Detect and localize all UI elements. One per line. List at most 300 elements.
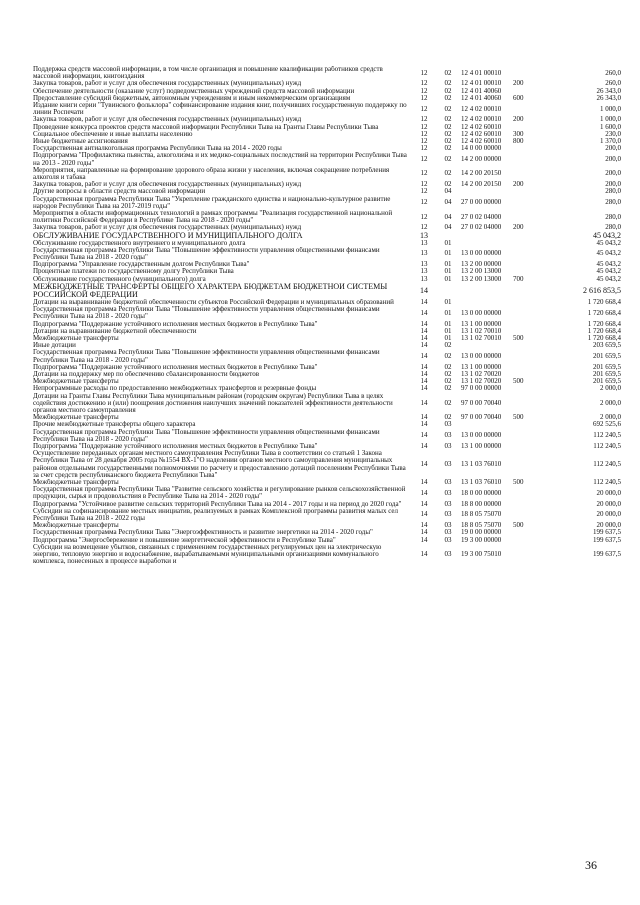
- amount: 280,0: [605, 188, 621, 196]
- table-row: [33, 181, 621, 188]
- amount: 20 000,0: [596, 500, 621, 508]
- target-article-code: 27 0 02 04000: [461, 212, 502, 221]
- table-row: [33, 268, 621, 275]
- expense-type-code: [513, 268, 547, 275]
- row-name: Межбюджетные трансферты: [33, 334, 119, 342]
- expense-type-code: [513, 544, 547, 566]
- expense-type-code: [513, 529, 547, 536]
- table-row: [33, 421, 621, 428]
- section-code: 12: [420, 181, 428, 189]
- amount: 45 043,2: [596, 239, 621, 247]
- table-row: [33, 371, 621, 378]
- target-article-code: 19 3 00 75010: [461, 550, 502, 558]
- row-name: Мероприятия в области информационных технологий в рамках программы "Реализация государственной национальной политики Российской Федерации в Республике Тыва на 2018 - 2020 годы": [33, 210, 393, 225]
- row-name: Мероприятия, направленные на формирование здорового образа жизни у населения, включая сокращение потребления алкоголя и табака: [33, 166, 390, 182]
- amount: 2 000,0: [600, 398, 621, 407]
- subsection-code: 02: [444, 363, 452, 371]
- row-name: Иные дотации: [33, 342, 76, 350]
- row-name: Подпрограмма "Энергосбережение и повышение энергетической эффективности в Республике Тыва": [33, 536, 336, 544]
- table-row: [33, 261, 621, 268]
- table-row: [33, 232, 621, 240]
- row-name: Предоставление субсидий бюджетным, автономным учреждениям и иным некоммерческим организациям: [33, 94, 351, 102]
- subsection-code: [435, 283, 461, 299]
- target-article-code: 18 8 00 00000: [461, 500, 502, 508]
- subsection-code: 02: [444, 130, 452, 138]
- subsection-code: 02: [444, 68, 452, 77]
- table-row: [33, 544, 621, 566]
- table-row: [33, 429, 621, 443]
- table-row: [33, 167, 621, 181]
- section-code: 14: [420, 298, 428, 306]
- target-article-code: 13 0 00 00000: [461, 249, 502, 258]
- section-code: 12: [420, 116, 428, 124]
- expense-type-code: 500: [513, 334, 524, 342]
- subsection-code: 02: [444, 370, 452, 378]
- row-name: Проведение конкурса проектов средств массовой информации Республики Тыва на Гранты Главы Республики Тыва: [33, 123, 379, 131]
- expense-type-code: 800: [513, 138, 524, 146]
- table-row: [33, 364, 621, 371]
- target-article-code: 14 2 00 20150: [461, 181, 502, 189]
- expense-type-code: [513, 393, 547, 415]
- section-code: 12: [420, 188, 428, 196]
- subsection-code: 03: [444, 529, 452, 537]
- target-article-code: 19 3 00 00000: [461, 536, 502, 544]
- target-article-code: 19 0 00 00000: [461, 529, 502, 537]
- subsection-code: 01: [444, 268, 452, 276]
- subsection-code: 03: [444, 522, 452, 530]
- target-article-code: 12 4 02 60010: [461, 130, 502, 138]
- expense-type-code: [513, 450, 547, 479]
- row-name: Подпрограмма "Профилактика пьянства, алкоголизма и их медико-социальных последствий на территории Республики Тыва на 2013 - 2020 годы": [33, 152, 407, 167]
- row-name: Закупка товаров, работ и услуг для обеспечения государственных (муниципальных) нужд: [33, 181, 302, 189]
- amount: 45 043,2: [596, 275, 621, 283]
- row-name: Государственная программа Республики Тыва "Энергоэффективность и развитие энергетики на 2014 - 2020 годы": [33, 529, 373, 537]
- expense-type-code: [513, 349, 547, 363]
- table-row: [33, 321, 621, 328]
- amount: 1 720 668,4: [587, 320, 621, 328]
- amount: 1 720 668,4: [587, 334, 621, 342]
- amount: 112 240,5: [593, 459, 621, 468]
- subsection-code: 02: [444, 385, 452, 393]
- subsection-code: 02: [444, 181, 452, 189]
- section-code: 14: [420, 442, 428, 450]
- table-row: [33, 210, 621, 224]
- section-code: 12: [420, 68, 428, 77]
- row-name: Подпрограмма "Поддержание устойчивого исполнения местных бюджетов в Республике Тыва": [33, 320, 318, 328]
- section-code: 12: [420, 94, 428, 102]
- section-code: 14: [420, 536, 428, 544]
- expense-type-code: 700: [513, 275, 524, 283]
- subsection-code: 03: [444, 550, 452, 558]
- row-name: Межбюджетные трансферты: [33, 478, 119, 486]
- section-code: 14: [420, 334, 428, 342]
- table-row: [33, 378, 621, 385]
- target-article-code: [461, 232, 513, 240]
- table-row: [33, 450, 621, 479]
- target-article-code: 97 0 00 00000: [461, 385, 502, 393]
- expense-type-code: [513, 124, 547, 131]
- amount: 201 659,5: [593, 370, 621, 378]
- target-article-code: 13 2 00 00000: [461, 261, 502, 269]
- expense-type-code: 200: [513, 224, 524, 232]
- amount: 260,0: [605, 68, 621, 77]
- section-code: 12: [420, 212, 428, 221]
- amount: 692 525,6: [593, 421, 621, 429]
- section-code: 14: [420, 510, 428, 519]
- amount: 26 343,0: [596, 94, 621, 102]
- section-code: 12: [420, 123, 428, 131]
- table-row: [33, 116, 621, 123]
- expense-type-code: [513, 501, 547, 508]
- section-code: 12: [420, 224, 428, 232]
- section-code: 12: [420, 145, 428, 153]
- expense-type-code: 500: [513, 414, 524, 422]
- section-code: 14: [420, 385, 428, 393]
- subsection-code: 01: [444, 308, 452, 317]
- expense-type-code: 300: [513, 130, 524, 138]
- table-row: [33, 188, 621, 195]
- section-code: 14: [420, 500, 428, 508]
- amount: 199 637,5: [593, 536, 621, 544]
- row-name: Дотации на выравнивание бюджетной обеспеченности субъектов Российской Федерации и муниципальных образований: [33, 298, 394, 306]
- amount: 112 240,5: [593, 442, 621, 450]
- expense-type-code: 500: [513, 522, 524, 530]
- amount: 20 000,0: [596, 488, 621, 497]
- row-name: Другие вопросы в области средств массовой информации: [33, 188, 206, 196]
- target-article-code: 18 0 00 00000: [461, 488, 502, 497]
- target-article-code: 13 2 00 13000: [461, 268, 502, 276]
- expense-type-code: [513, 364, 547, 371]
- subsection-code: 01: [444, 327, 452, 335]
- section-code: 13: [420, 231, 428, 240]
- table-row: [33, 224, 621, 231]
- target-article-code: 12 4 02 60010: [461, 138, 502, 146]
- target-article-code: [461, 240, 513, 247]
- row-name: Государственная антиалкогольная программа Республики Тыва на 2014 - 2020 годы: [33, 145, 282, 153]
- subsection-code: 02: [444, 116, 452, 124]
- amount: 200,0: [605, 169, 621, 178]
- expense-type-code: [513, 508, 547, 522]
- amount: 201 659,5: [593, 351, 621, 360]
- expense-type-code: [513, 429, 547, 443]
- amount: 280,0: [605, 224, 621, 232]
- amount: 1 000,0: [600, 116, 621, 124]
- target-article-code: 14 2 00 20150: [461, 169, 502, 178]
- table-row: [33, 501, 621, 508]
- expense-type-code: 500: [513, 478, 524, 486]
- target-article-code: 13 1 02 70020: [461, 378, 502, 386]
- amount: 1 720 668,4: [587, 327, 621, 335]
- subsection-code: 04: [444, 224, 452, 232]
- subsection-code: 02: [444, 351, 452, 360]
- amount: 2 000,0: [600, 414, 621, 422]
- row-name: Государственная программа Республики Тыва "Повышение эффективности управления общественными финансами Республики Тыва на 2018 - 2020 годы": [33, 428, 380, 443]
- expense-type-code: [513, 102, 547, 116]
- section-code: 13: [420, 268, 428, 276]
- row-name: Государственная программа Республики Тыва "Повышение эффективности управления общественными финансами Республики Тыва на 2018 - 2020 годы": [33, 306, 380, 321]
- target-article-code: 12 4 01 00010: [461, 68, 502, 77]
- amount: 280,0: [605, 212, 621, 221]
- section-code: 14: [420, 351, 428, 360]
- target-article-code: [461, 188, 513, 195]
- table-row: [33, 88, 621, 95]
- section-code: 14: [420, 478, 428, 486]
- section-code: 14: [420, 342, 428, 350]
- target-article-code: 13 0 00 00000: [461, 308, 502, 317]
- expense-type-code: 500: [513, 378, 524, 386]
- section-code: 14: [420, 320, 428, 328]
- subsection-code: 03: [444, 536, 452, 544]
- section-code: 14: [420, 421, 428, 429]
- row-name: Субсидии на возмещение убытков, связанных с применением государственных регулируемых цен на электрическую энергию, тепловую энергию и водоснабжение, вырабатываемыми муниципальными организациями коммунального комплекса, понесенных в процессе выработки и: [33, 543, 382, 566]
- section-code: 12: [420, 87, 428, 95]
- table-row: [33, 152, 621, 166]
- amount: 45 043,2: [596, 249, 621, 258]
- amount: 201 659,5: [593, 363, 621, 371]
- row-name: Межбюджетные трансферты: [33, 522, 119, 530]
- table-row: [33, 131, 621, 138]
- amount: 20 000,0: [596, 522, 621, 530]
- amount: 45 043,2: [593, 231, 621, 240]
- budget-table: [33, 66, 621, 565]
- expense-type-code: [513, 66, 547, 80]
- subsection-code: 02: [444, 378, 452, 386]
- row-name: Субсидии на софинансирование местных инициатив, реализуемых в рамках Комплексной программы развития малых сел Республики Тыва на 2018 - 2022 годы: [33, 507, 398, 522]
- target-article-code: 13 1 03 76010: [461, 459, 502, 468]
- subsection-code: 03: [444, 421, 452, 429]
- amount: 230,0: [605, 130, 621, 138]
- section-code: 14: [420, 522, 428, 530]
- target-article-code: [461, 421, 513, 428]
- expense-type-code: [513, 342, 547, 349]
- row-name: МЕЖБЮДЖЕТНЫЕ ТРАНСФЕРТЫ ОБЩЕГО ХАРАКТЕРА БЮДЖЕТАМ БЮДЖЕТНОЙ СИСТЕМЫ РОССИЙСКОЙ ФЕДЕРАЦИИ: [33, 282, 388, 299]
- amount: 2 616 853,5: [583, 285, 621, 295]
- table-row: [33, 66, 621, 80]
- subsection-code: 01: [444, 239, 452, 247]
- section-code: 13: [420, 275, 428, 283]
- table-row: [33, 537, 621, 544]
- row-name: Издание книги серии "Тувинского фольклора" софинансирование издания книг, получивших государственную поддержку по линии Роспечати: [33, 102, 407, 117]
- row-name: Дотации на Гранты Главы Республики Тыва муниципальным районам (городским округам) Республики Тыва в целях содействия достижению и (или) поощрения достижения наилучших значений показателей эффективности деятельности органов местного самоуправления: [33, 392, 393, 414]
- target-article-code: 13 0 00 00000: [461, 351, 502, 360]
- section-code: 12: [420, 130, 428, 138]
- subsection-code: 04: [444, 188, 452, 196]
- expense-type-code: [513, 196, 547, 210]
- row-name: Государственная программа Республики Тыва "Развитие сельского хозяйства и регулирование рынков сельскохозяйственной продукции, сырья и продовольствия в Республике Тыва на 2014 - 2020 годы": [33, 486, 406, 501]
- subsection-code: 02: [444, 80, 452, 88]
- subsection-code: 04: [444, 212, 452, 221]
- table-row: [33, 335, 621, 342]
- table-row: [33, 385, 621, 392]
- subsection-code: 03: [444, 459, 452, 468]
- target-article-code: 13 1 03 76010: [461, 478, 502, 486]
- amount: 260,0: [605, 80, 621, 88]
- table-row: [33, 349, 621, 363]
- expense-type-code: [513, 188, 547, 195]
- target-article-code: 18 8 05 75070: [461, 522, 502, 530]
- expense-type-code: [513, 321, 547, 328]
- expense-type-code: [513, 283, 547, 299]
- expense-type-code: [513, 306, 547, 320]
- target-article-code: 13 1 00 00000: [461, 442, 502, 450]
- table-row: [33, 443, 621, 450]
- target-article-code: 14 2 00 00000: [461, 155, 502, 164]
- row-name: Подпрограмма "Поддержание устойчивого исполнения местных бюджетов в Республике Тыва": [33, 442, 318, 450]
- section-code: 12: [420, 198, 428, 207]
- table-row: [33, 80, 621, 87]
- expense-type-code: [513, 247, 547, 261]
- table-row: [33, 479, 621, 486]
- amount: 1 370,0: [600, 138, 621, 146]
- table-row: [33, 145, 621, 152]
- subsection-code: 04: [444, 198, 452, 207]
- row-name: Государственная программа Республики Тыва "Укрепление гражданского единства и национально-культурное развитие народов Республики Тыва на 2017-2019 годы": [33, 195, 391, 210]
- row-name: Дотации на поддержку мер по обеспечению сбалансированности бюджетов: [33, 370, 259, 378]
- row-name: Обеспечение деятельности (оказание услуг) подведомственных учреждений средств массовой информации: [33, 87, 355, 95]
- target-article-code: 27 0 00 00000: [461, 198, 502, 207]
- row-name: Осуществление переданных органам местного самоуправления Республики Тыва в соответствии со статьей 1 Закона Республики Тыва от 28 декабря 2005 года №1554 ВХ-1"О наделении органов местного самоуправления муниципальных районов отдельными государственными полномочиями по расчету и предоставлению дотаций поселениям Республики Тыва за счет средств республиканского бюджета Республики Тыва": [33, 450, 406, 479]
- table-row: [33, 95, 621, 102]
- row-name: Закупка товаров, работ и услуг для обеспечения государственных (муниципальных) нужд: [33, 224, 302, 232]
- subsection-code: 03: [444, 431, 452, 440]
- section-code: 14: [420, 459, 428, 468]
- target-article-code: 13 2 00 13000: [461, 275, 502, 283]
- section-code: 14: [420, 378, 428, 386]
- expense-type-code: [513, 443, 547, 450]
- expense-type-code: [513, 167, 547, 181]
- page-number: 36: [585, 858, 597, 872]
- table-row: [33, 508, 621, 522]
- target-article-code: 97 0 00 70040: [461, 398, 502, 407]
- table-row: [33, 529, 621, 536]
- row-name: Социальное обеспечение и иные выплаты населению: [33, 130, 193, 138]
- subsection-code: 03: [444, 488, 452, 497]
- row-name: Государственная программа Республики Тыва "Повышение эффективности управления общественными финансами Республики Тыва на 2018 - 2020 годы": [33, 349, 380, 364]
- subsection-code: 02: [444, 104, 452, 113]
- section-code: 14: [420, 363, 428, 371]
- subsection-code: 02: [444, 138, 452, 146]
- subsection-code: [435, 232, 461, 240]
- target-article-code: 12 4 01 40060: [461, 87, 502, 95]
- expense-type-code: [513, 371, 547, 378]
- section-code: 12: [420, 155, 428, 164]
- amount: 280,0: [605, 198, 621, 207]
- section-code: 14: [420, 308, 428, 317]
- row-name: Иные бюджетные ассигнования: [33, 138, 128, 146]
- row-name: Государственная программа Республики Тыва "Повышение эффективности управления общественными финансами Республики Тыва на 2018 - 2020 годы": [33, 246, 380, 262]
- amount: 45 043,2: [596, 261, 621, 269]
- section-code: 14: [420, 488, 428, 497]
- table-row: [33, 486, 621, 500]
- target-article-code: 27 0 02 04000: [461, 224, 502, 232]
- target-article-code: [461, 283, 513, 299]
- section-code: 14: [420, 285, 428, 295]
- section-code: 13: [420, 239, 428, 247]
- section-code: 12: [420, 138, 428, 146]
- target-article-code: 13 1 00 00000: [461, 363, 502, 371]
- section-code: 14: [420, 414, 428, 422]
- target-article-code: 13 1 02 70010: [461, 334, 502, 342]
- subsection-code: 02: [444, 94, 452, 102]
- table-row: [33, 247, 621, 261]
- subsection-code: 02: [444, 414, 452, 422]
- expense-type-code: [513, 261, 547, 268]
- subsection-code: 01: [444, 334, 452, 342]
- expense-type-code: 200: [513, 116, 524, 124]
- row-name: Подпрограмма "Поддержание устойчивого исполнения местных бюджетов в Республике Тыва": [33, 363, 318, 371]
- amount: 199 637,5: [593, 550, 621, 558]
- subsection-code: 01: [444, 320, 452, 328]
- expense-type-code: [513, 88, 547, 95]
- row-name: Подпрограмма "Управление государственным долгом Республики Тыва": [33, 261, 250, 269]
- row-name: Закупка товаров, работ и услуг для обеспечения государственных (муниципальных) нужд: [33, 80, 302, 88]
- amount: 112 240,5: [593, 431, 621, 440]
- subsection-code: 03: [444, 500, 452, 508]
- amount: 45 043,2: [596, 268, 621, 276]
- row-name: Процентные платежи по государственному долгу Республики Тыва: [33, 268, 234, 276]
- target-article-code: 18 8 05 75070: [461, 510, 502, 519]
- row-name: Непрограммные расходы по предоставлению межбюджетных трансфертов и резервные фонды: [33, 385, 317, 393]
- row-name: Межбюджетные трансферты: [33, 378, 119, 386]
- amount: 1 720 668,4: [587, 298, 621, 306]
- target-article-code: [461, 342, 513, 349]
- row-name: Обслуживание государственного (муниципального) долга: [33, 275, 206, 283]
- amount: 203 659,5: [593, 342, 621, 350]
- amount: 1 000,0: [600, 104, 621, 113]
- amount: 200,0: [605, 181, 621, 189]
- expense-type-code: [513, 486, 547, 500]
- expense-type-code: [513, 421, 547, 428]
- subsection-code: 01: [444, 249, 452, 258]
- table-row: [33, 414, 621, 421]
- amount: 201 659,5: [593, 378, 621, 386]
- amount: 2 000,0: [600, 385, 621, 393]
- target-article-code: 12 4 01 40060: [461, 94, 502, 102]
- section-code: 14: [420, 327, 428, 335]
- target-article-code: 13 0 00 00000: [461, 431, 502, 440]
- table-row: [33, 196, 621, 210]
- amount: 26 343,0: [596, 87, 621, 95]
- amount: 200,0: [605, 155, 621, 164]
- row-name: Поддержка средств массовой информации, в том числе организация и повышение квалификации работников средств массовой информации, книгоиздания: [33, 66, 383, 81]
- row-name: Обслуживание государственного внутреннего и муниципального долга: [33, 239, 246, 247]
- expense-type-code: [513, 299, 547, 306]
- budget-table-sheet: [33, 66, 621, 565]
- expense-type-code: [513, 210, 547, 224]
- target-article-code: 12 4 02 60010: [461, 123, 502, 131]
- target-article-code: 97 0 00 70040: [461, 414, 502, 422]
- amount: 1 600,0: [600, 123, 621, 131]
- table-row: [33, 124, 621, 131]
- expense-type-code: [513, 145, 547, 152]
- amount: 112 240,5: [593, 478, 621, 486]
- table-row: [33, 283, 621, 299]
- expense-type-code: [513, 328, 547, 335]
- section-code: 13: [420, 261, 428, 269]
- section-code: 14: [420, 550, 428, 558]
- section-code: 13: [420, 249, 428, 258]
- table-row: [33, 393, 621, 415]
- subsection-code: 02: [444, 87, 452, 95]
- table-row: [33, 299, 621, 306]
- row-name: ОБСЛУЖИВАНИЕ ГОСУДАРСТВЕННОГО И МУНИЦИПАЛЬНОГО ДОЛГА: [33, 231, 303, 240]
- subsection-code: 03: [444, 442, 452, 450]
- subsection-code: 02: [444, 342, 452, 350]
- expense-type-code: 200: [513, 181, 524, 189]
- table-row: [33, 240, 621, 247]
- section-code: 12: [420, 80, 428, 88]
- subsection-code: 03: [444, 510, 452, 519]
